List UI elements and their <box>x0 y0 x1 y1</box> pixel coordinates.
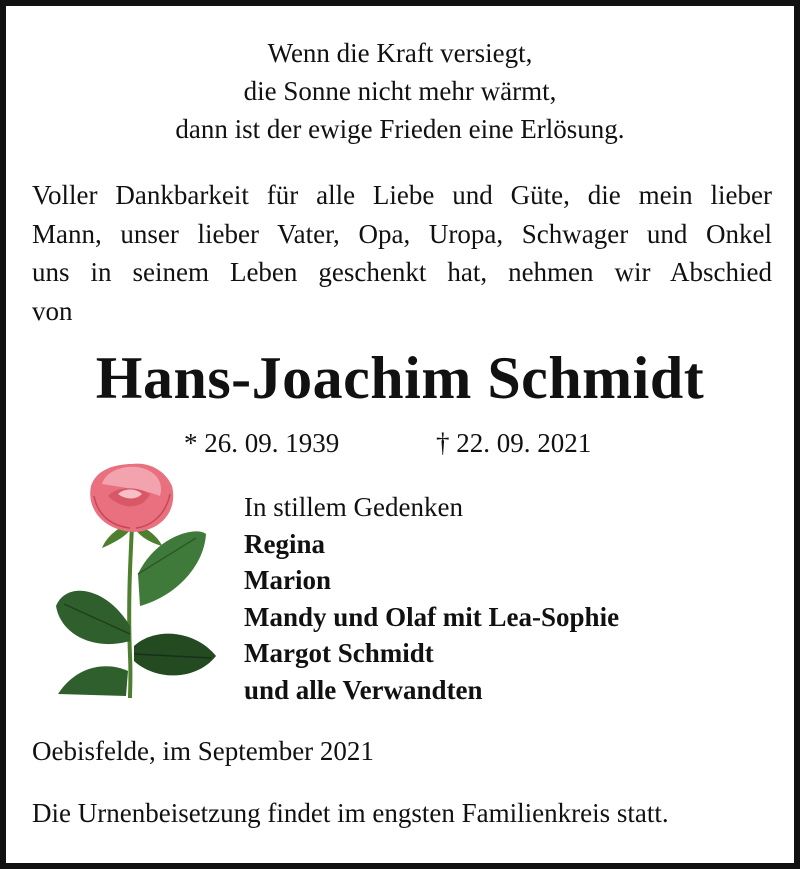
intro-text <box>32 176 772 330</box>
poem-line: dann ist der ewige Frieden eine Erlösung. <box>175 114 625 144</box>
intro-line: Voller Dankbarkeit für alle Liebe und Güte, die mein lieber <box>32 180 772 210</box>
mourner-name: Mandy und Olaf mit Lea-Sophie <box>244 601 620 632</box>
poem-line: die Sonne nicht mehr wärmt, <box>243 76 557 106</box>
poem-line: Wenn die Kraft versiegt, <box>267 38 533 68</box>
mourner-name: Regina <box>244 528 325 559</box>
rose-icon <box>46 456 226 701</box>
mourner-name: und alle Verwandten <box>244 674 483 705</box>
mourners-list <box>244 489 619 708</box>
deceased-name: Hans-Joachim Schmidt <box>95 345 705 411</box>
place-and-date: Oebisfelde, im September 2021 <box>32 736 374 766</box>
intro-line: uns in seinem Leben geschenkt hat, nehmen wir Abschied <box>32 257 772 287</box>
mourner-name: Margot Schmidt <box>244 638 434 668</box>
birth-date: * 26. 09. 1939 <box>184 428 340 458</box>
death-date: † 22. 09. 2021 <box>436 428 592 458</box>
mourner-name: Marion <box>244 565 331 595</box>
poem <box>6 34 794 148</box>
intro-line: von <box>32 295 73 326</box>
funeral-note: Die Urnenbeisetzung findet im engsten Familienkreis statt. <box>32 798 669 828</box>
mourners-heading: In stillem Gedenken <box>244 492 463 522</box>
intro-line: Mann, unser lieber Vater, Opa, Uropa, Schwager und Onkel <box>32 218 772 249</box>
